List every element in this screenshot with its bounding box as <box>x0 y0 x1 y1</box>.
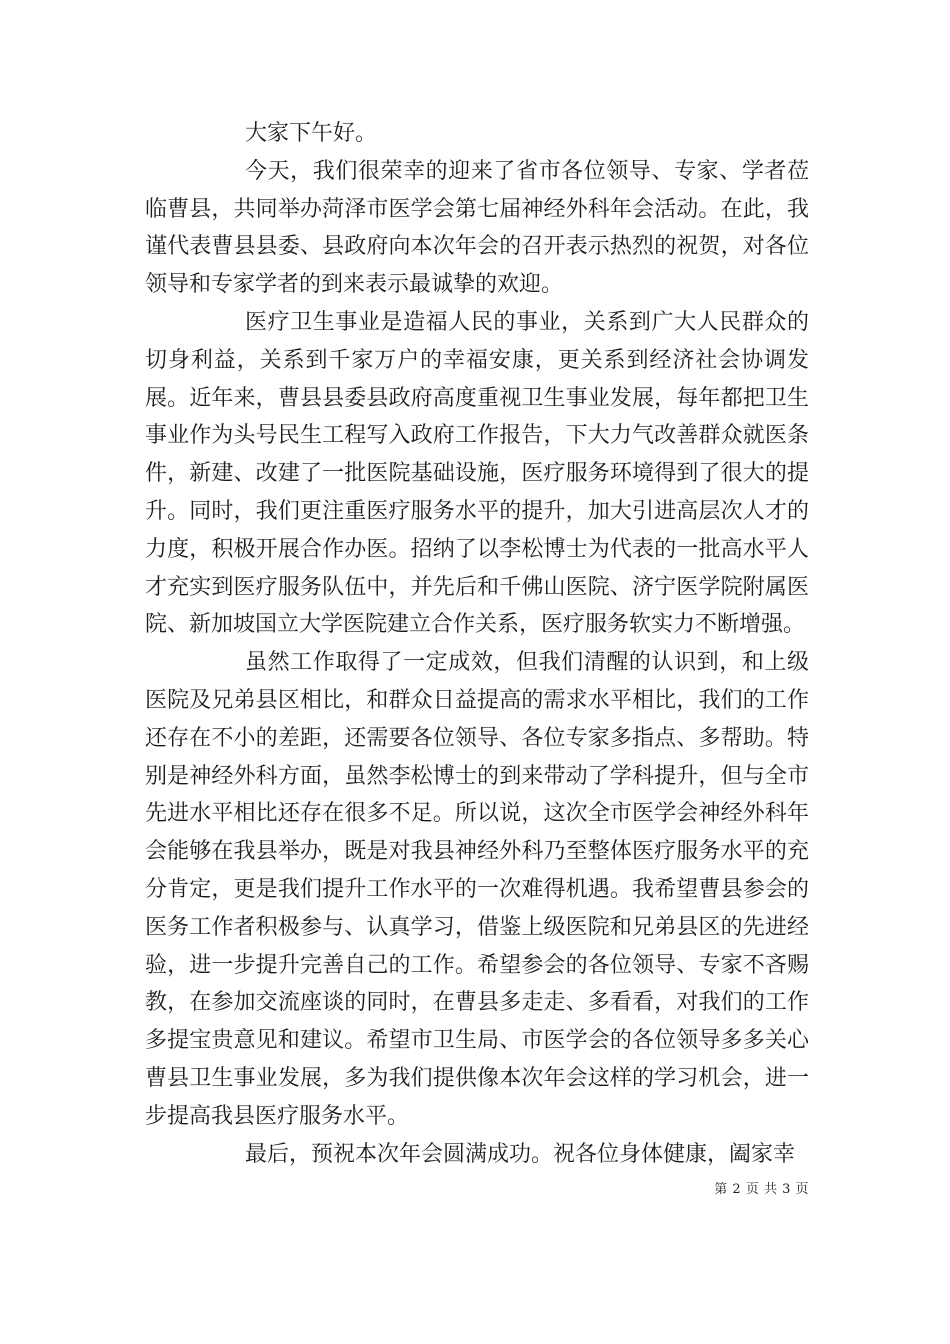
paragraph-healthcare: 医疗卫生事业是造福人民的事业，关系到广大人民群众的切身利益，关系到千家万户的幸福安康，更关系到经济社会协调发展。近年来，曹县县委县政府高度重视卫生事业发展，每年都把卫生事业作为头号民生工程写入政府工作报告，下大力气改善群众就医条件，新建、改建了一批医院基础设施，医疗服务环境得到了很大的提升。同时，我们更注重医疗服务水平的提升，加大引进高层次人才的力度，积极开展合作办医。招纳了以李松博士为代表的一批高水平人才充实到医疗服务队伍中，并先后和千佛山医院、济宁医学院附属医院、新加坡国立大学医院建立合作关系，医疗服务软实力不断增强。 <box>145 309 809 638</box>
page-number-footer: 第 2 页 共 3 页 <box>714 1182 809 1197</box>
paragraph-gaps: 虽然工作取得了一定成效，但我们清醒的认识到，和上级医院及兄弟县区相比，和群众日益提高的需求水平相比，我们的工作还存在不小的差距，还需要各位领导、各位专家多指点、多帮助。特别是神经外科方面，虽然李松博士的到来带动了学科提升，但与全市先进水平相比还存在很多不足。所以说，这次全市医学会神经外科年会能够在我县举办，既是对我县神经外科乃至整体医疗服务水平的充分肯定，更是我们提升工作水平的一次难得机遇。我希望曹县参会的医务工作者积极参与、认真学习，借鉴上级医院和兄弟县区的先进经验，进一步提升完善自己的工作。希望参会的各位领导、专家不吝赐教，在参加交流座谈的同时，在曹县多走走、多看看，对我们的工作多提宝贵意见和建议。希望市卫生局、市医学会的各位领导多多关心曹县卫生事业发展，多为我们提供像本次年会这样的学习机会，进一步提高我县医疗服务水平。 <box>145 650 809 1129</box>
paragraph-greeting: 大家下午好。 <box>245 121 378 146</box>
paragraph-welcome: 今天，我们很荣幸的迎来了省市各位领导、专家、学者莅临曹县，共同举办菏泽市医学会第七届神经外科年会活动。在此，我谨代表曹县县委、县政府向本次年会的召开表示热烈的祝贺，对各位领导和专家学者的到来表示最诚挚的欢迎。 <box>145 158 809 298</box>
document-body <box>145 115 809 1173</box>
paragraph-closing: 最后，预祝本次年会圆满成功。祝各位身体健康，阖家幸 <box>245 1141 796 1167</box>
